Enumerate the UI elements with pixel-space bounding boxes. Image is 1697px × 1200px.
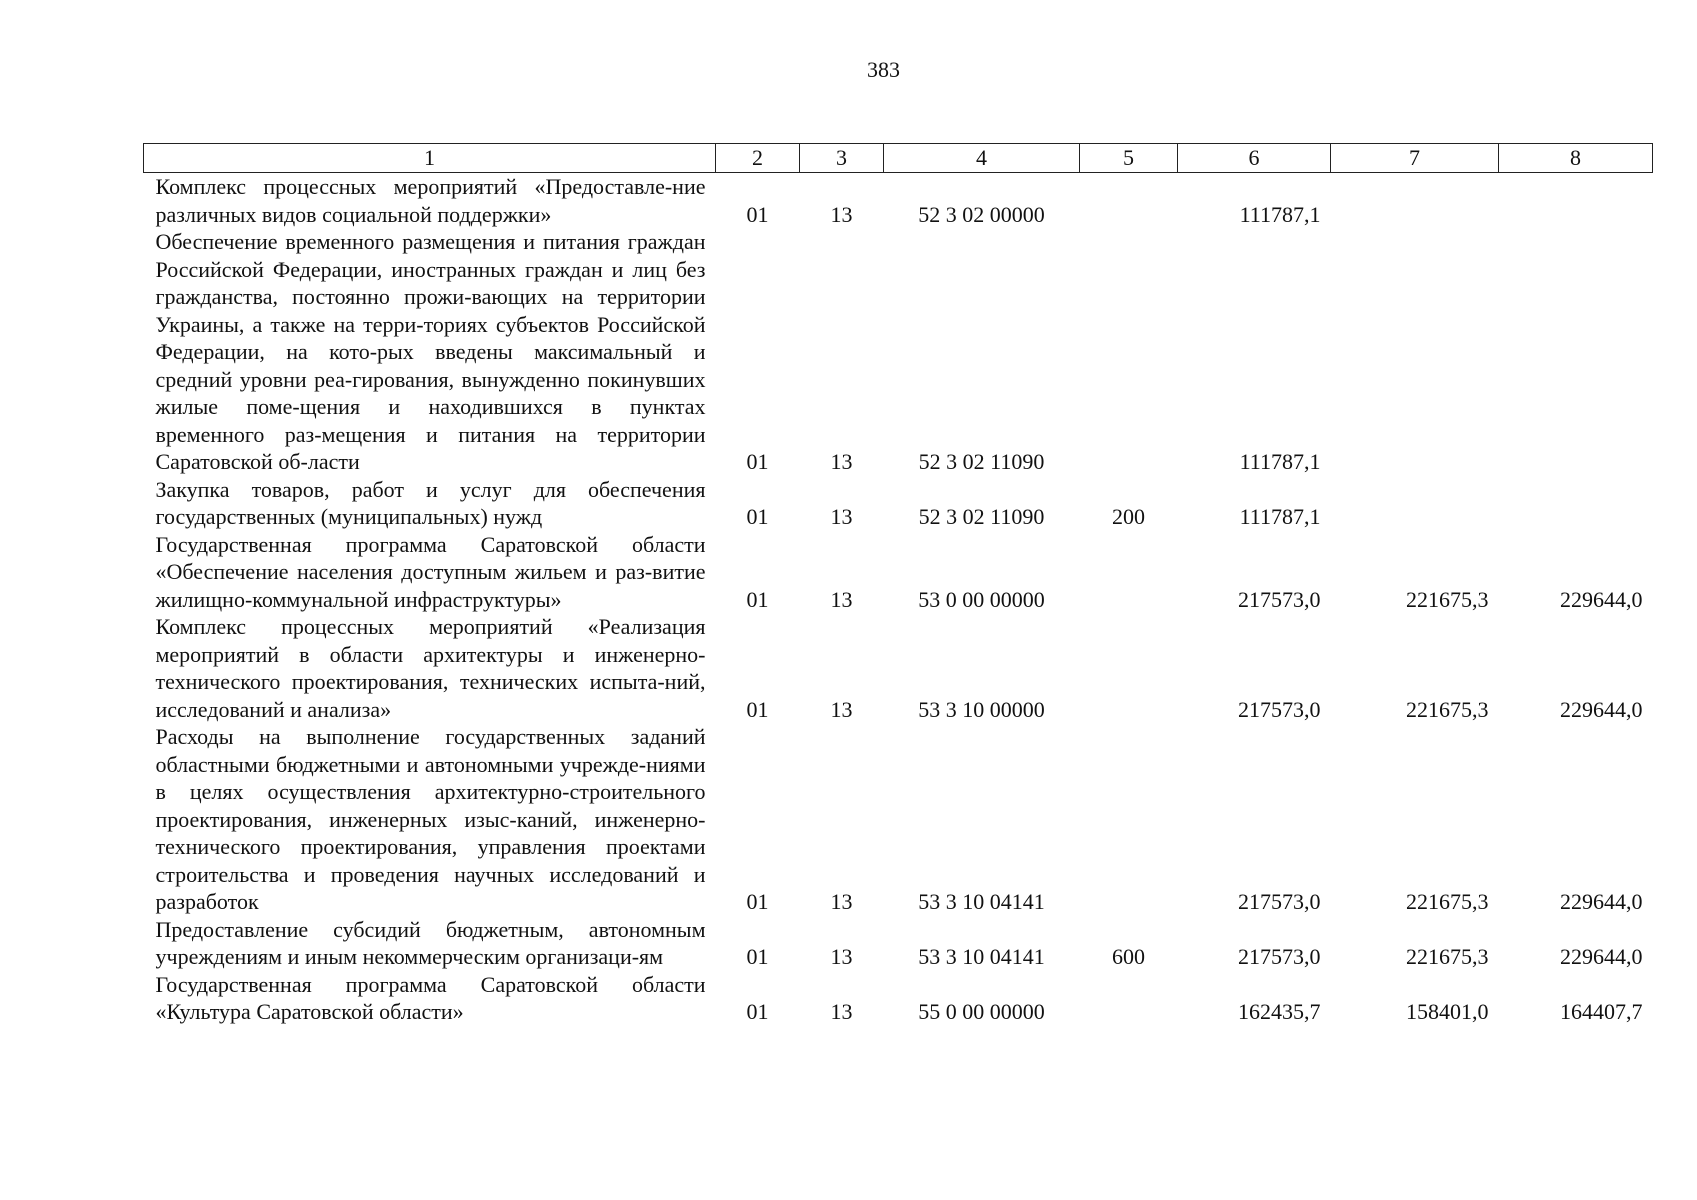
amount-3: 229644,0 xyxy=(1560,944,1643,969)
amount-1: 111787,1 xyxy=(1239,504,1321,529)
amount-1: 111787,1 xyxy=(1239,449,1321,474)
table-row xyxy=(144,531,1653,614)
amount-1: 217573,0 xyxy=(1238,586,1321,612)
column-header: 5 xyxy=(1080,144,1178,173)
row-description: Предоставление субсидий бюджетным, автономным учреждениям и иным некоммерческим организаци-ям xyxy=(155,916,706,969)
target-code: 52 3 02 11090 xyxy=(918,449,1045,474)
page-number: 383 xyxy=(867,57,900,82)
column-header: 1 xyxy=(144,144,716,173)
section-code: 01 xyxy=(746,944,769,969)
amount-3 xyxy=(1499,228,1653,476)
amount-2: 158401,0 xyxy=(1406,999,1489,1024)
amount-2 xyxy=(1331,228,1499,476)
row-description: Государственная программа Саратовской области «Обеспечение населения доступным жильем и раз-витие жилищно-коммунальной инфраструктуры» xyxy=(155,531,706,612)
section-code: 01 xyxy=(746,889,769,914)
column-header: 4 xyxy=(884,144,1080,173)
target-code: 55 0 00 00000 xyxy=(918,999,1045,1024)
row-description: Закупка товаров, работ и услуг для обеспечения государственных (муниципальных) нужд xyxy=(155,476,706,529)
amount-3: 229644,0 xyxy=(1560,586,1643,612)
row-description: Государственная программа Саратовской области «Культура Саратовской области» xyxy=(155,971,706,1024)
amount-1: 217573,0 xyxy=(1238,944,1321,969)
expense-type xyxy=(1080,723,1178,916)
amount-2: 221675,3 xyxy=(1406,944,1489,969)
amount-3: 229644,0 xyxy=(1560,889,1643,914)
amount-2 xyxy=(1331,476,1499,531)
amount-2: 221675,3 xyxy=(1406,586,1489,612)
subsection-code: 13 xyxy=(830,504,853,529)
table-row xyxy=(144,228,1653,476)
table-row xyxy=(144,476,1653,531)
column-header: 6 xyxy=(1178,144,1331,173)
target-code: 53 3 10 04141 xyxy=(918,889,1045,914)
column-header: 3 xyxy=(800,144,884,173)
column-header: 8 xyxy=(1499,144,1653,173)
amount-1: 217573,0 xyxy=(1238,889,1321,914)
expense-type xyxy=(1080,228,1178,476)
row-description: Комплекс процессных мероприятий «Реализация мероприятий в области архитектуры и инженерно-технического проектирования, технических испыта-ний, исследований и анализа» xyxy=(155,614,706,722)
section-code: 01 xyxy=(746,999,769,1024)
amount-2 xyxy=(1331,173,1499,229)
subsection-code: 13 xyxy=(830,889,853,914)
target-code: 52 3 02 00000 xyxy=(918,201,1045,227)
expense-type: 200 xyxy=(1112,504,1145,529)
expense-type xyxy=(1080,613,1178,723)
table-row xyxy=(144,173,1653,229)
subsection-code: 13 xyxy=(830,586,853,612)
table-row xyxy=(144,971,1653,1026)
amount-3: 229644,0 xyxy=(1560,696,1643,722)
column-header: 7 xyxy=(1331,144,1499,173)
section-code: 01 xyxy=(746,449,769,474)
subsection-code: 13 xyxy=(830,999,853,1024)
row-description: Комплекс процессных мероприятий «Предоставле-ние различных видов социальной поддержки» xyxy=(155,174,706,227)
budget-table xyxy=(143,143,1653,1026)
table-row xyxy=(144,916,1653,971)
amount-1: 111787,1 xyxy=(1239,201,1321,227)
section-code: 01 xyxy=(746,586,769,612)
subsection-code: 13 xyxy=(830,449,853,474)
column-header: 2 xyxy=(716,144,800,173)
row-description: Расходы на выполнение государственных заданий областными бюджетными и автономными учрежде-ниями в целях осуществления архитектурно-строительного проектирования, инженерных изыс-каний, инженерно-технического проектирования, управления проектами строительства и проведения научных исследований и разработок xyxy=(155,724,706,914)
expense-type xyxy=(1080,971,1178,1026)
expense-type xyxy=(1080,173,1178,229)
amount-3: 164407,7 xyxy=(1560,999,1643,1024)
row-description: Обеспечение временного размещения и питания граждан Российской Федерации, иностранных граждан и лиц без гражданства, постоянно прожи-вающих на территории Украины, а также на терри-ториях субъектов Российской Федерации, на кото-рых введены максимальный и средний уровни реа-гирования, вынужденно покинувших жилые поме-щения и находившихся в пунктах временного раз-мещения и питания на территории Саратовской об-ласти xyxy=(155,229,706,474)
amount-2: 221675,3 xyxy=(1406,889,1489,914)
target-code: 52 3 02 11090 xyxy=(918,504,1045,529)
target-code: 53 3 10 00000 xyxy=(918,696,1045,722)
amount-1: 217573,0 xyxy=(1238,696,1321,722)
section-code: 01 xyxy=(746,201,769,227)
subsection-code: 13 xyxy=(830,696,853,722)
amount-3 xyxy=(1499,476,1653,531)
expense-type: 600 xyxy=(1112,944,1145,969)
section-code: 01 xyxy=(746,504,769,529)
amount-2: 221675,3 xyxy=(1406,696,1489,722)
subsection-code: 13 xyxy=(830,201,853,227)
subsection-code: 13 xyxy=(830,944,853,969)
expense-type xyxy=(1080,531,1178,614)
table-row xyxy=(144,723,1653,916)
target-code: 53 0 00 00000 xyxy=(918,586,1045,612)
amount-1: 162435,7 xyxy=(1238,999,1321,1024)
section-code: 01 xyxy=(746,696,769,722)
amount-3 xyxy=(1499,173,1653,229)
table-header-row xyxy=(144,144,1653,173)
table-row xyxy=(144,613,1653,723)
target-code: 53 3 10 04141 xyxy=(918,944,1045,969)
